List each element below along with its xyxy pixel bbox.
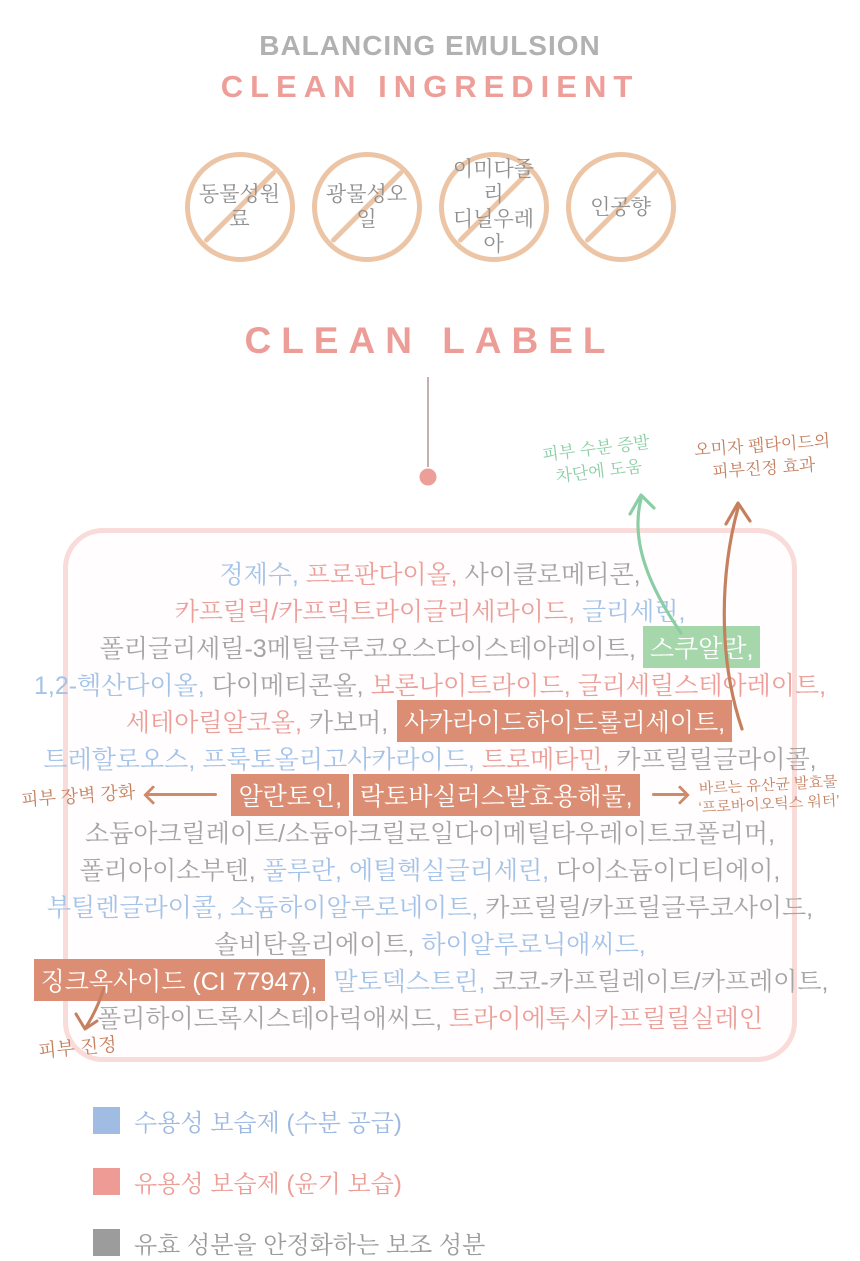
ingredient-segment: 알란토인, (231, 774, 349, 816)
banned-circle-label: 광물성오일 (325, 183, 408, 231)
legend-swatch (93, 1107, 120, 1134)
ingredient-segment: 카프릴릴/카프릴글루코사이드, (485, 893, 814, 922)
page-title: BALANCING EMULSION (259, 30, 601, 61)
barrier-note: 피부 장벽 강화 (20, 781, 137, 810)
ingredient-segment: 정제수, (219, 560, 306, 589)
ingredient-segment: 폴리글리세릴-3메틸글루코오스다이스테아레이트, (99, 634, 643, 663)
ingredient-segment: 폴리아이소부텐, (79, 856, 263, 885)
page-subtitle: CLEAN INGREDIENT (220, 69, 640, 104)
banned-circle (185, 152, 295, 262)
ingredient-segment: 트레할로오스, (43, 745, 203, 774)
ingredient-line (43, 739, 817, 776)
ingredient-line (68, 591, 792, 628)
ingredient-segment: 코코-카프릴레이트/카프레이트, (492, 967, 829, 996)
ingredient-segment: 다이소듐이디티에이, (556, 856, 781, 885)
right-arrow-icon (652, 793, 686, 796)
ingredient-segment: 프룩토올리고사카라이드, (202, 745, 482, 774)
legend-swatch (93, 1168, 120, 1195)
peptide-note-line: 오미자 펩타이드의 (693, 431, 831, 460)
soothing-note: 피부 진정 (37, 1034, 118, 1063)
ingredient-line (20, 772, 840, 817)
moisture-note (518, 428, 677, 493)
banned-circle-label: 인공향 (590, 195, 651, 219)
ingredient-segment: 다이메티콘올, (211, 671, 371, 700)
probiotics-note-line: ‘프로바이오틱스 워터’ (697, 791, 840, 817)
legend-label: 유효 성분을 안정화하는 보조 성분 (134, 1232, 486, 1259)
ingredient-list-box (20, 528, 840, 1062)
legend-item (93, 1103, 485, 1138)
legend-label: 유용성 보습제 (윤기 보습) (134, 1171, 402, 1198)
ingredient-segment: 말토덱스트린, (326, 967, 493, 996)
ingredient-segment: 폴리하이드록시스테아릭애씨드, (97, 1004, 450, 1033)
ingredient-segment: 트라이에톡시카프릴릴실레인 (449, 1004, 763, 1033)
ingredient-line (33, 665, 827, 702)
ingredient-segment: 부틸렌글라이콜, (46, 893, 230, 922)
ingredient-segment: 소듐아크릴레이트/소듐아크릴로일다이메틸타우레이트코폴리머, (84, 819, 776, 848)
ingredient-line (68, 998, 792, 1035)
ingredient-line (68, 702, 792, 739)
peptide-note (667, 427, 860, 486)
moisture-note-line: 차단에 도움 (554, 456, 644, 487)
legend-label: 수용성 보습제 (수분 공급) (134, 1110, 402, 1137)
ingredient-line (40, 961, 829, 998)
ingredient-line (68, 554, 792, 591)
ingredient-segment: 글리세릴스테아레이트, (577, 671, 827, 700)
ingredient-segment: 세테아릴알코올, (125, 708, 309, 737)
ingredient-segment: 하이알루로닉애씨드, (421, 930, 646, 959)
ingredient-segment: 스쿠알란, (643, 626, 761, 668)
banned-ingredients-row (0, 152, 860, 262)
banned-circle (439, 152, 549, 262)
peptide-note-line: 피부진정 효과 (711, 455, 816, 482)
probiotics-note-line: 바르는 유산균 발효물 (698, 772, 838, 798)
legend-item (93, 1225, 485, 1260)
moisture-note-line: 피부 수분 증발 (541, 432, 651, 465)
ingredient-segment: 사카라이드하이드롤리세이트, (397, 700, 732, 742)
ingredient-segment: 카보머, (308, 708, 396, 737)
ingredient-line (68, 628, 792, 665)
clean-label-heading: CLEAN LABEL (244, 320, 616, 361)
ingredient-segment: 솔비탄올리에이트, (214, 930, 422, 959)
left-arrow-icon (147, 793, 217, 796)
ingredient-segment: 사이클로메티콘, (464, 560, 641, 589)
banned-circle (566, 152, 676, 262)
ingredient-segment: 보론나이트라이드, (370, 671, 578, 700)
ingredient-segment: 카프릴릴글라이콜, (616, 745, 817, 774)
ingredient-segment: 징크옥사이드 (CI 77947), (34, 959, 325, 1001)
ingredient-line (46, 887, 814, 924)
banned-circle (312, 152, 422, 262)
legend-swatch (93, 1229, 120, 1256)
legend-item (93, 1164, 485, 1199)
banned-circle-label: 동물성원료 (198, 183, 281, 231)
ingredient-segment: 에틸헥실글리세린, (348, 856, 557, 885)
ingredient-segment: 풀루란, (262, 856, 349, 885)
banned-circle-label: 이미다졸리 (452, 158, 535, 206)
ingredient-segment: 락토바실러스발효용해물, (353, 774, 640, 816)
ingredient-line (68, 924, 792, 961)
probiotics-note (697, 772, 840, 817)
ingredient-segment: 프로판다이올, (305, 560, 465, 589)
banned-circle-label: 디닐우레아 (452, 208, 535, 256)
connector-dot (420, 469, 437, 486)
ingredient-segment: 1,2-헥산다이올, (33, 671, 212, 700)
ingredient-segment: 소듐하이알루로네이트, (229, 893, 486, 922)
ingredient-line (68, 850, 792, 887)
ingredient-line (68, 813, 792, 850)
ingredient-segment: 카프릴릭/카프릭트라이글리세라이드, (174, 597, 582, 626)
ingredient-segment: 트로메타민, (481, 745, 617, 774)
legend (93, 1103, 485, 1261)
ingredient-segment: 글리세린, (581, 597, 686, 626)
